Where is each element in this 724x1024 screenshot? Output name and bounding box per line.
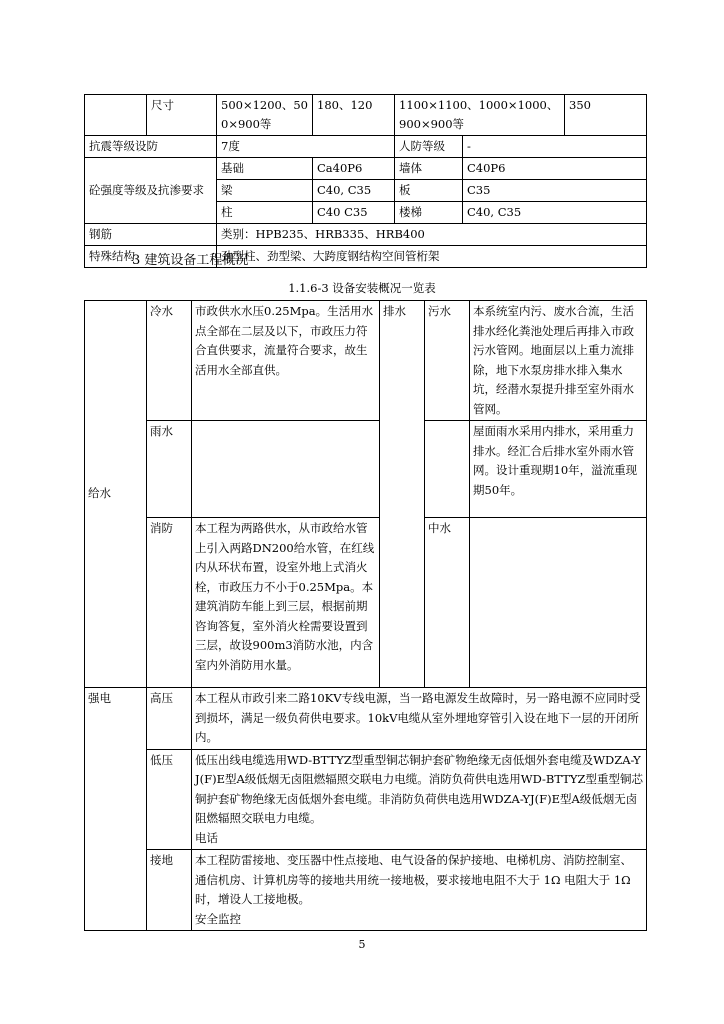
seismic-value: 7度 bbox=[217, 136, 395, 158]
page-number: 5 bbox=[358, 938, 366, 951]
table-row bbox=[85, 301, 647, 421]
concrete-grade: C40P6 bbox=[463, 158, 647, 180]
table-caption: 1.1.6-3 设备安装概况一览表 bbox=[288, 281, 436, 295]
drainage-label: 排水 bbox=[380, 301, 425, 688]
concrete-item: 楼梯 bbox=[395, 202, 463, 224]
table-row bbox=[85, 136, 647, 158]
reclaimed-water-label: 中水 bbox=[425, 518, 470, 688]
size-col-1: 500×1200、500×900等 bbox=[217, 95, 313, 136]
grounding-text: 本工程防雷接地、变压器中性点接地、电气设备的保护接地、电梯机房、消防控制室、通信机房、计算机房等的接地共用统一接地极，要求接地电阻不大于 1Ω 电阻大于 1Ω 时，增设人工接地极。 bbox=[195, 853, 632, 906]
size-col-2: 180、120 bbox=[313, 95, 395, 136]
table-row bbox=[85, 749, 647, 850]
concrete-item: 板 bbox=[395, 180, 463, 202]
table-row bbox=[85, 224, 647, 246]
table-cell bbox=[470, 518, 647, 688]
rainwater-label: 雨水 bbox=[147, 421, 192, 518]
low-voltage-text: 低压出线电缆选用WD-BTTYZ型重型铜芯铜护套矿物绝缘无卤低烟外套电缆及WDZA-YJ(F)E型A级低烟无卤阻燃辐照交联电力电缆。消防负荷供电选用WD-BTTYZ型重型铜芯铜护套矿物绝缘无卤低烟外套电缆。非消防负荷供电选用WDZA-YJ(F)E型A级低烟无卤阻燃辐照交联电力电缆。 bbox=[195, 752, 643, 825]
size-label: 尺寸 bbox=[147, 95, 217, 136]
high-voltage-label: 高压 bbox=[147, 688, 192, 750]
special-structure-value: 劲型柱、劲型梁、大跨度钢结构空间管桁架 bbox=[217, 246, 647, 268]
telephone-text: 电话 bbox=[195, 830, 218, 845]
concrete-grade: C40, C35 bbox=[463, 202, 647, 224]
cold-water-text: 市政供水水压0.25Mpa。生活用水点全部在二层及以下，市政压力符合直供要求，流量符合要求，故生活用水全部直供。 bbox=[192, 301, 380, 421]
concrete-item: 梁 bbox=[217, 180, 313, 202]
power-label: 强电 bbox=[85, 688, 147, 931]
rainwater-text: 屋面雨水采用内排水，采用重力排水。经汇合后排水室外雨水管网。设计重现期10年，溢流重现期50年。 bbox=[470, 421, 647, 518]
table-row bbox=[85, 95, 647, 136]
concrete-grade: Ca40P6 bbox=[313, 158, 395, 180]
concrete-item: 墙体 bbox=[395, 158, 463, 180]
cold-water-label: 冷水 bbox=[147, 301, 192, 421]
grounding-label: 接地 bbox=[147, 850, 192, 931]
grounding-cell bbox=[192, 850, 647, 931]
fire-protection-label: 消防 bbox=[147, 518, 192, 688]
fire-protection-text: 本工程为两路供水，从市政给水管上引入两路DN200给水管，在红线内从环状布置，设室外地上式消火栓，市政压力不小于0.25Mpa。本建筑消防车能上到三层，根据前期咨询答复，室外消火栓需要设置到三层，故设900m3消防水池，内含室内外消防用水量。 bbox=[192, 518, 380, 688]
concrete-grade: C40 C35 bbox=[313, 202, 395, 224]
table-cell bbox=[192, 421, 380, 518]
rebar-label: 钢筋 bbox=[85, 224, 217, 246]
concrete-item: 基础 bbox=[217, 158, 313, 180]
table-cell bbox=[425, 421, 470, 518]
size-col-3: 1100×1100、1000×1000、900×900等 bbox=[395, 95, 565, 136]
rebar-value: 类别：HPB235、HRB335、HRB400 bbox=[217, 224, 647, 246]
water-supply-label: 给水 bbox=[85, 301, 147, 688]
structure-table bbox=[84, 94, 647, 268]
special-structure-label: 特殊结构 bbox=[85, 246, 217, 268]
low-voltage-label: 低压 bbox=[147, 749, 192, 850]
security-monitoring-text: 安全监控 bbox=[195, 911, 241, 926]
table-row bbox=[85, 518, 647, 688]
concrete-item: 柱 bbox=[217, 202, 313, 224]
equipment-table bbox=[84, 300, 647, 931]
seismic-label: 抗震等级设防 bbox=[85, 136, 217, 158]
concrete-grade: C35 bbox=[463, 180, 647, 202]
civil-defense-label: 人防等级 bbox=[395, 136, 463, 158]
section-heading: 3 建筑设备工程概况 bbox=[132, 253, 249, 268]
table-row bbox=[85, 421, 647, 518]
size-col-4: 350 bbox=[565, 95, 647, 136]
high-voltage-text: 本工程从市政引来二路10KV专线电源，当一路电源发生故障时，另一路电源不应同时受到损坏，满足一级负荷供电要求。10kV电缆从室外埋地穿管引入设在地下一层的开闭所内。 bbox=[192, 688, 647, 750]
table-cell bbox=[85, 95, 147, 136]
table-row bbox=[85, 850, 647, 931]
table-row bbox=[85, 158, 647, 180]
sewage-label: 污水 bbox=[425, 301, 470, 421]
low-voltage-cell bbox=[192, 749, 647, 850]
concrete-grade: C40, C35 bbox=[313, 180, 395, 202]
table-row bbox=[85, 688, 647, 750]
concrete-label: 砼强度等级及抗渗要求 bbox=[85, 158, 217, 224]
civil-defense-value: - bbox=[463, 136, 647, 158]
sewage-text: 本系统室内污、废水合流，生活排水经化粪池处理后再排入市政污水管网。地面层以上重力流排除，地下水泵房排水排入集水坑，经潜水泵提升排至室外雨水管网。 bbox=[470, 301, 647, 421]
